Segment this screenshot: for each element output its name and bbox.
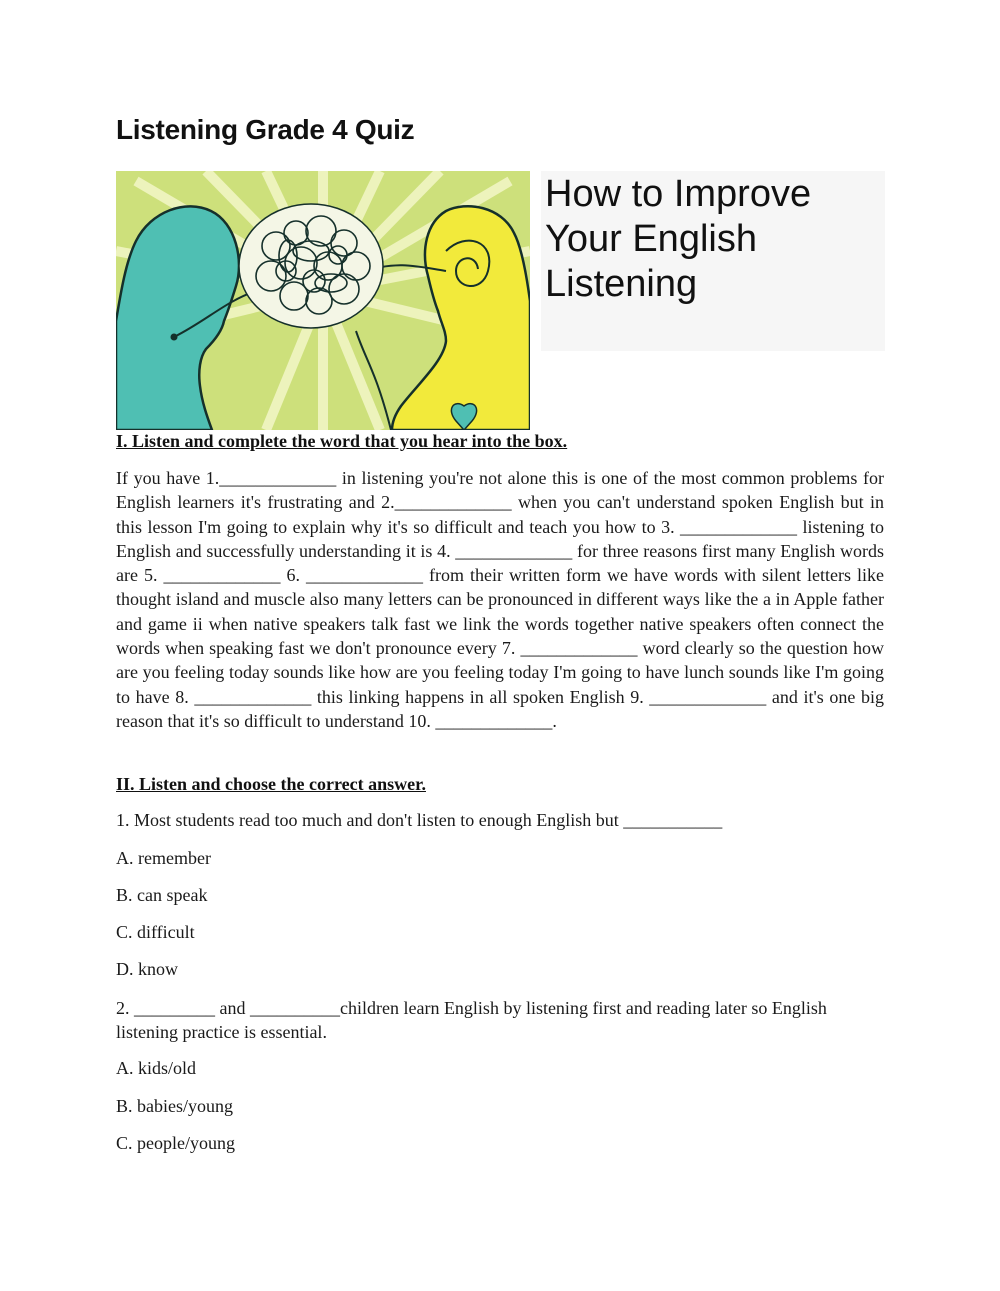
question-2-option-c[interactable]: C. people/young <box>116 1133 235 1153</box>
question-1-option-b[interactable]: B. can speak <box>116 885 208 905</box>
two-heads-listening-illustration-icon <box>116 171 530 430</box>
question-1-prompt: 1. Most students read too much and don't listen to enough English but ___________ <box>116 810 723 830</box>
banner-heading: How to Improve Your English Listening <box>545 173 812 305</box>
section2-heading: II. Listen and choose the correct answer. <box>116 774 426 794</box>
question-1-option-c[interactable]: C. difficult <box>116 922 195 942</box>
question-1-option-d[interactable]: D. know <box>116 959 178 979</box>
question-2-prompt: 2. _________ and __________children learn English by listening first and reading later so English listening practice is essential. <box>116 998 827 1042</box>
listening-illustration <box>116 171 530 430</box>
section1-heading: I. Listen and complete the word that you hear into the box. <box>116 431 568 451</box>
question-1-option-a[interactable]: A. remember <box>116 848 211 868</box>
question-2-option-a[interactable]: A. kids/old <box>116 1058 197 1078</box>
fill-in-passage: If you have 1._____________ in listening you're not alone this is one of the most common problems for English learners it's frustrating and 2._____________ when you can't understand spoken English but in this lesson I'm going to explain why it's so difficult and teach you how to 3. _____________ listening to English and successfully understanding it is 4. _____________ for three reasons first many English words are 5. _____________ 6. _____________ from their written form we have words with silent letters like thought island and muscle also many letters can be pronounced in different ways like the a in Apple father and game ii when native speakers talk fast we link the words together native speakers often connect the words when speaking fast we don't pronounce every 7. _____________ word clearly so the question how are you feeling today sounds like how are you feeling today I'm going to have lunch sounds like I'm going to have 8. _____________ this linking happens in all spoken English 9. _____________ and it's one big reason that it's so difficult to understand 10. _____________. <box>116 468 884 731</box>
question-2-option-b[interactable]: B. babies/young <box>116 1096 233 1116</box>
page-title: Listening Grade 4 Quiz <box>116 114 415 145</box>
